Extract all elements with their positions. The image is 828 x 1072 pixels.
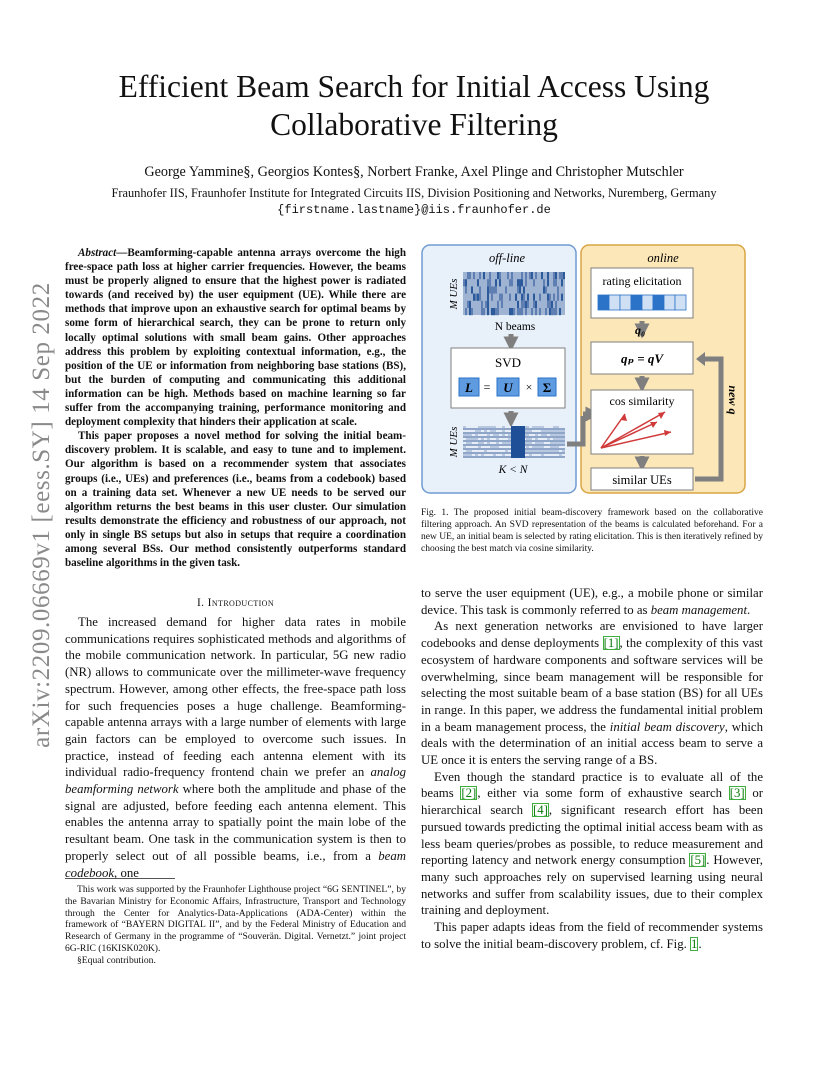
- section-heading-introduction: I. Introduction: [196, 597, 275, 609]
- arxiv-identifier: arXiv:2209.06669v1 [eess.SY] 14 Sep 2022: [28, 282, 55, 748]
- cos-similarity-label: cos similarity: [609, 394, 675, 408]
- intro-paragraph-continued: to serve the user equipment (UE), e.g., a mobile phone or similar device. This task is commonly referred to as beam management.: [421, 586, 763, 617]
- rating-cell: [653, 295, 664, 310]
- rating-vector: [598, 295, 686, 310]
- rating-cell: [675, 295, 686, 310]
- footnote-equal-contribution: §Equal contribution.: [77, 954, 156, 966]
- citation-link-5[interactable]: [5]: [690, 853, 706, 868]
- abstract-paragraph-2: This paper proposes a novel method for solving the initial beam-discovery problem. It is scalable, and easy to tune and to implement. Our algorithm is based on a recommender system that associates groups (i.e., UEs) and preferences (i.e., beams from a codebook) based on a training data set. Whenever a new UE needs to be served our algorithm returns the best beams in this user cluster. Our simulation results demonstrate the efficiency and robustness of our approach, not only in single BS setups but also in setups that require a coordination among several BSs. Our method consistently outperforms standard baseline algorithms in the given task.: [65, 430, 406, 570]
- intro-column-right: [421, 585, 763, 952]
- figure-1: [421, 244, 757, 496]
- citation-link-2[interactable]: [2]: [461, 786, 477, 801]
- abstract-paragraph-1: Abstract—Beamforming-capable antenna arrays overcome the high free-space path loss at higher carrier frequencies. However, the beams must be properly aligned to ensure that the highest power is radiated towards (and received by) the user equipment (UE). While there are methods that improve upon an exhaustive search for optimal beams by some form of hierarchical search, they can be prone to return only locally optimal solutions with small beam gains. Other approaches address this problem by exploiting contextual information, e.g., the position of the UE or information from neighboring base stations (BS), but the burden of computing and communicating this additional information can be high. Methods based on machine learning so far suffer from the accompanying training, performance monitoring and deployment complexity that hinders their application at scale.: [65, 247, 406, 429]
- title-line-1: Efficient Beam Search for Initial Access Using: [118, 69, 710, 104]
- author-email: {firstname.lastname}@iis.fraunhofer.de: [277, 203, 551, 217]
- footnote-rule: [65, 878, 175, 879]
- rating-cell: [664, 295, 675, 310]
- rating-elicitation-label: rating elicitation: [602, 274, 682, 288]
- footnote-funding: This work was supported by the Fraunhofer Lighthouse project “6G SENTINEL”, by the Bavarian Ministry for Economic Affairs, Infrastructure, Transport and Technology through the Center for Analytics-Data-Applications (ADA-Center) within the framework of “BAYERN DIGITAL II”, and by the Federal Ministry of Education and Research of Germany in the programme of “Souverän. Digital. Vernetzt.” joint project 6G-RIC (16KISK020K).: [65, 884, 406, 954]
- abstract-lead: Abstract: [78, 247, 117, 259]
- citation-link-3[interactable]: [3]: [729, 786, 745, 801]
- paper-title: [60, 68, 768, 144]
- rating-cell: [609, 295, 620, 310]
- framework-diagram: [421, 244, 757, 496]
- intro-paragraph-4: This paper adapts ideas from the field of recommender systems to solve the initial beam-discovery problem, cf. Fig. 1.: [421, 920, 763, 951]
- ue-beam-heatmap: [463, 272, 565, 315]
- author-list: George Yammine§, Georgios Kontes§, Norbert Franke, Axel Plinge and Christopher Mutschler: [144, 164, 684, 180]
- intro-column-left: [65, 614, 406, 881]
- intro-paragraph-2: As next generation networks are envisioned to have larger codebooks and dense deployments [1], the complexity of this vast ecosystem of hardware components and software services will be overwhelming, since beam management will be responsible for selecting the most suitable beam of a base station (BS) for all UEs in range. In this paper, we address the fundamental initial problem in a beam management process, the initial beam discovery, which deals with the determination of an initial access beam to serve a UE once it is enters the serving range of a BS.: [421, 619, 763, 768]
- svg-text:L: L: [465, 380, 473, 395]
- svg-text:U: U: [503, 380, 513, 395]
- k-lt-n-label: K < N: [498, 464, 528, 476]
- svd-label: SVD: [494, 355, 522, 370]
- abstract: [65, 246, 406, 570]
- projection-label: qₚ = qV: [620, 351, 664, 366]
- rating-cell: [598, 295, 609, 310]
- new-q-label: new q: [726, 385, 740, 415]
- offline-label: off-line: [488, 251, 526, 265]
- online-label: online: [647, 251, 679, 265]
- n-beams-label: N beams: [494, 321, 536, 333]
- m-ues-label-bottom: M UEs: [448, 426, 460, 458]
- intro-paragraph-1: The increased demand for higher data rates in mobile communications requires sophisticated methods and algorithms of the mobile communication network. In particular, 5G new radio (NR) allows to communicate over the millimeter-wave frequency spectrum. However, among other effects, the free-space path loss for such frequencies poses a huge challenge. Beamforming-capable antenna arrays with a large number of elements with large gain factors can be employed to overcome such issues. In practice, instead of feeding each antenna element with its individual radio-frequency frontend chain we prefer an analog beamforming network where both the amplitude and phase of the signal are adjusted, before feeding each antenna element. This enables the antenna array to spatially point the main lobe of the resultant beam. One task in the communication system is then to properly select out of all possible beams, i.e., from a beam codebook, one: [65, 615, 406, 880]
- intro-paragraph-3: Even though the standard practice is to evaluate all of the beams [2], either via some form of exhaustive search [3] or hierarchical search [4], significant research effort has been pursued towards predicting the optimal initial access beam with as less beam queries/probes as possible, to reduce measurement and reporting latency and network energy consumption [5]. However, many such approaches rely on supervised learning using neural networks and suffer from scalability issues, due to their complex training and deployment.: [421, 769, 764, 918]
- svg-text:Σ: Σ: [542, 380, 552, 395]
- affiliation: Fraunhofer IIS, Fraunhofer Institute for Integrated Circuits IIS, Division Positioning and Networks, Nuremberg, Germany: [111, 186, 717, 200]
- citation-link-4[interactable]: [4]: [533, 803, 548, 818]
- q0-label: q₀: [635, 323, 646, 337]
- footnotes: [65, 884, 406, 967]
- rating-cell: [620, 295, 631, 310]
- reduced-heatmap: [463, 426, 565, 458]
- citation-link-1[interactable]: [1]: [603, 636, 619, 651]
- rating-cell: [631, 295, 642, 310]
- similar-ues-label: similar UEs: [612, 473, 672, 487]
- svg-text:×: ×: [525, 380, 533, 394]
- title-line-2: Collaborative Filtering: [270, 107, 558, 142]
- figure-ref-link[interactable]: 1: [691, 936, 698, 951]
- figure-caption: Fig. 1. The proposed initial beam-discovery framework based on the collaborative filtering approach. An SVD representation of the beams is calculated beforehand. For a new UE, an initial beam is selected by rating elicitation. This is then iteratively refined by choosing the best match via cosine similarity.: [421, 508, 763, 554]
- m-ues-label-top: M UEs: [448, 278, 460, 310]
- svg-text:=: =: [483, 380, 491, 394]
- rating-cell: [642, 295, 653, 310]
